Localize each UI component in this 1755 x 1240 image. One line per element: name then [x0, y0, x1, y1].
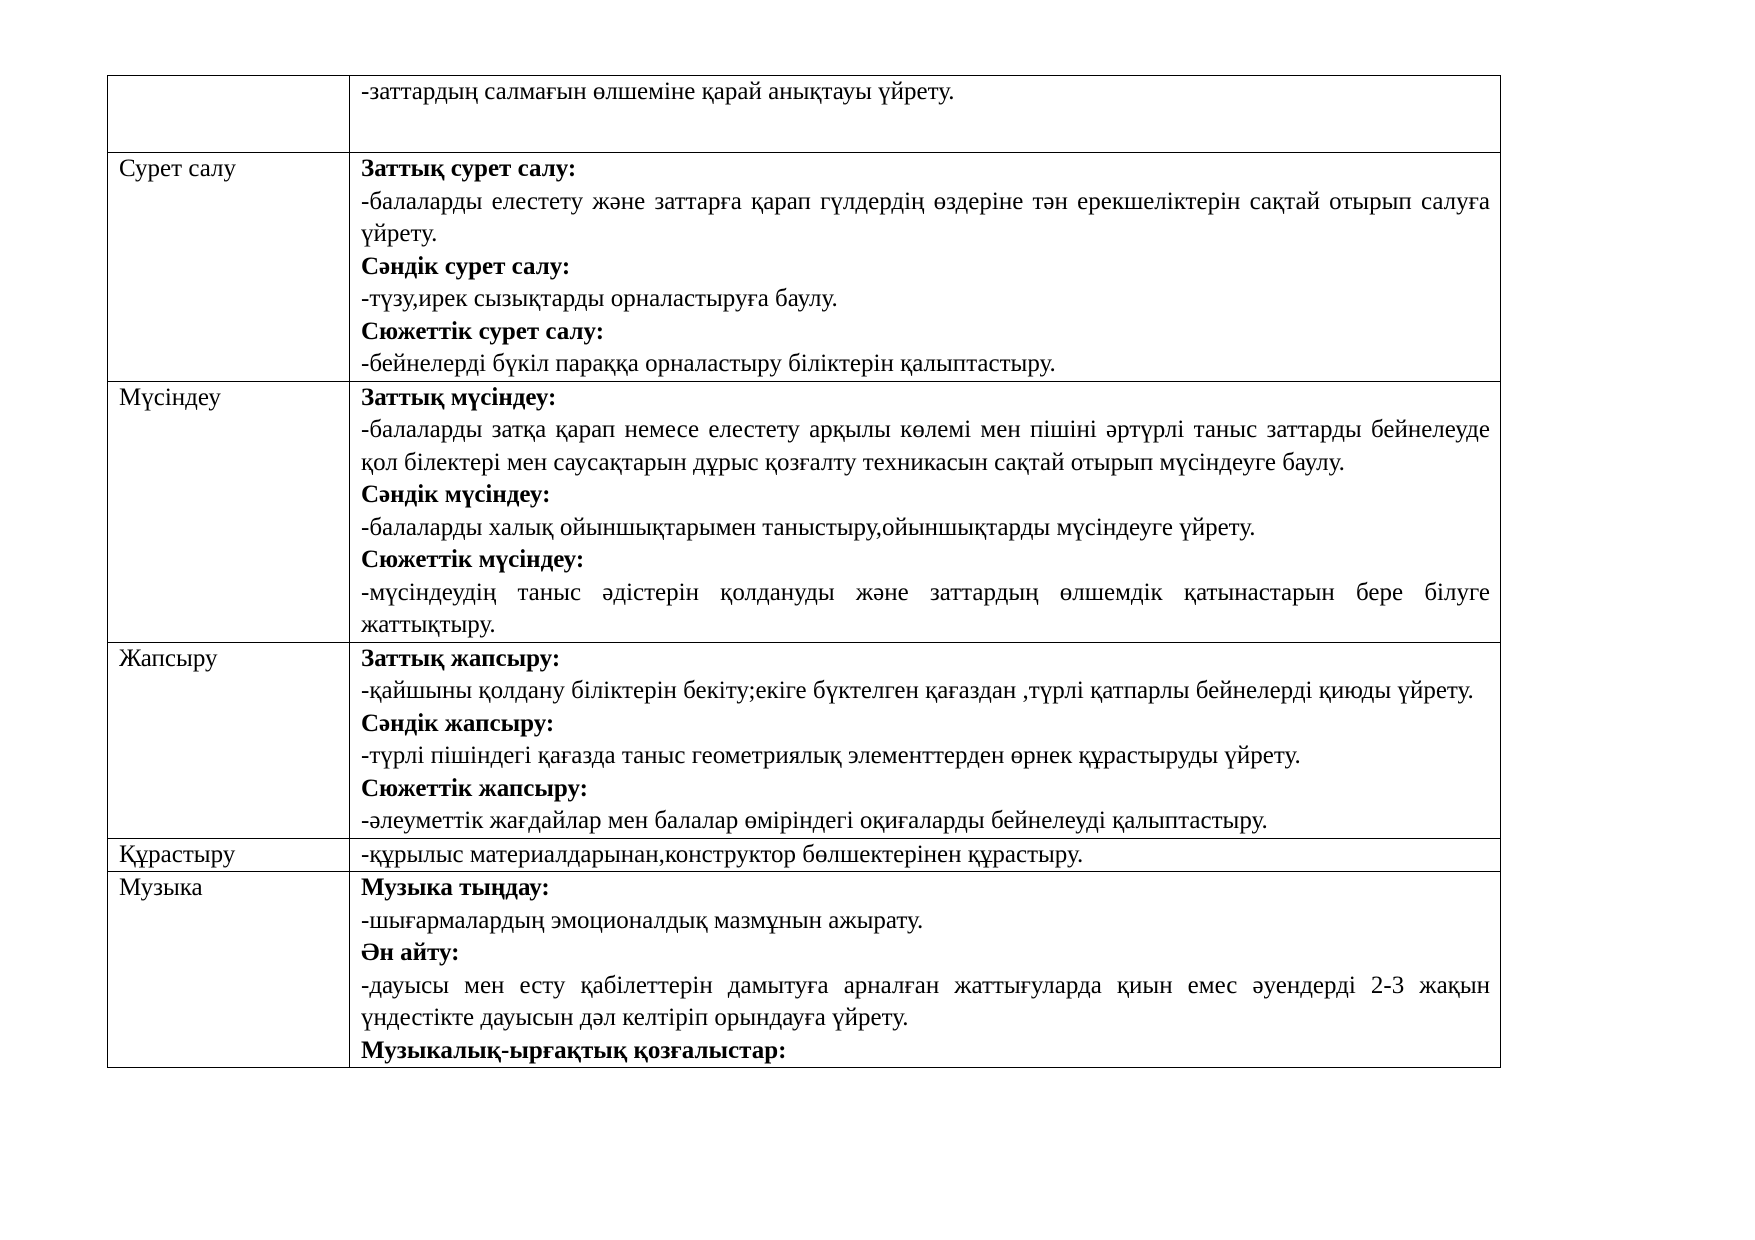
- subsection-heading: Сәндік мүсіндеу:: [361, 481, 551, 508]
- objectives-cell: [350, 153, 1501, 382]
- subsection-heading: Ән айту:: [361, 939, 460, 966]
- subsection-heading: Заттық мүсіндеу:: [361, 383, 557, 411]
- subsection-heading: Сәндік жапсыру:: [361, 709, 555, 737]
- objective-text: -балаларды елестету және заттарға қарап гүлдердің өздеріне тән ерекшеліктерін сақтай отырып салуға үйрету.: [361, 187, 1490, 247]
- activity-area-cell: Мүсіндеу: [108, 381, 350, 642]
- subsection-heading: Музыка тыңдау:: [361, 874, 550, 901]
- subsection-heading: Музыкалық-ырғақтық қозғалыстар:: [361, 1036, 787, 1064]
- activity-area-cell: [108, 76, 350, 153]
- table-row: [108, 838, 1501, 872]
- table-row: [108, 76, 1501, 153]
- subsection-heading: Заттық сурет салу:: [361, 155, 577, 182]
- table-row: [108, 381, 1501, 642]
- subsection-heading: Заттық жапсыру:: [361, 644, 561, 672]
- activity-area-cell: Жапсыру: [108, 642, 350, 838]
- table-row: [108, 153, 1501, 382]
- objective-text: -әлеуметтік жағдайлар мен балалар өміріндегі оқиғаларды бейнелеуді қалыптастыру.: [361, 807, 1268, 834]
- activity-area-cell: Музыка: [108, 872, 350, 1068]
- subsection-heading: Сюжеттік жапсыру:: [361, 774, 588, 802]
- objective-text: -шығармалардың эмоционалдық мазмұнын ажырату.: [361, 906, 924, 934]
- objective-text: -бейнелерді бүкіл параққа орналастыру біліктерін қалыптастыру.: [361, 350, 1056, 377]
- objective-text: -қайшыны қолдану біліктерін бекіту;екіге бүктелген қағаздан ,түрлі қатпарлы бейнелерді қиюды үйрету.: [361, 677, 1474, 704]
- objectives-cell: [350, 76, 1501, 153]
- subsection-heading: Сәндік сурет салу:: [361, 252, 571, 280]
- objective-text: -дауысы мен есту қабілеттерін дамытуға арналған жаттығуларда қиын емес әуендерді 2-3 жақын үндестікте дауысын дәл келтіріп орындауға үйрету.: [361, 971, 1490, 1031]
- objectives-cell: [350, 642, 1501, 838]
- objective-text: -түрлі пішіндегі қағазда таныс геометриялық элементтерден өрнек құрастыруды үйрету.: [361, 742, 1301, 769]
- table-row: [108, 872, 1501, 1068]
- activity-area-cell: Құрастыру: [108, 838, 350, 872]
- objective-text: -мүсіндеудің таныс әдістерін қолдануды және заттардың өлшемдік қатынастарын бере білуге жаттықтыру.: [361, 578, 1490, 638]
- subsection-heading: Сюжеттік сурет салу:: [361, 317, 605, 345]
- objective-text: -түзу,ирек сызықтарды орналастыруға баулу.: [361, 285, 838, 312]
- objective-text: -заттардың салмағын өлшеміне қарай анықтауы үйрету.: [361, 78, 955, 105]
- table-row: [108, 642, 1501, 838]
- objectives-cell: [350, 381, 1501, 642]
- activity-area-cell: Сурет салу: [108, 153, 350, 382]
- curriculum-table: [107, 75, 1501, 1068]
- objective-text: -балаларды затқа қарап немесе елестету арқылы көлемі мен пішіні әртүрлі таныс заттарды бейнелеуде қол білектері мен саусақтарын дұрыс қозғалту техникасын сақтай отырып мүсіндеуге баулу.: [361, 416, 1490, 476]
- objectives-cell: [350, 838, 1501, 872]
- objective-text: -балаларды халық ойыншықтарымен таныстыру,ойыншықтарды мүсіндеуге үйрету.: [361, 513, 1256, 541]
- subsection-heading: Сюжеттік мүсіндеу:: [361, 546, 585, 573]
- objectives-cell: [350, 872, 1501, 1068]
- objective-text: -құрылыс материалдарынан,конструктор бөлшектерінен құрастыру.: [361, 840, 1084, 868]
